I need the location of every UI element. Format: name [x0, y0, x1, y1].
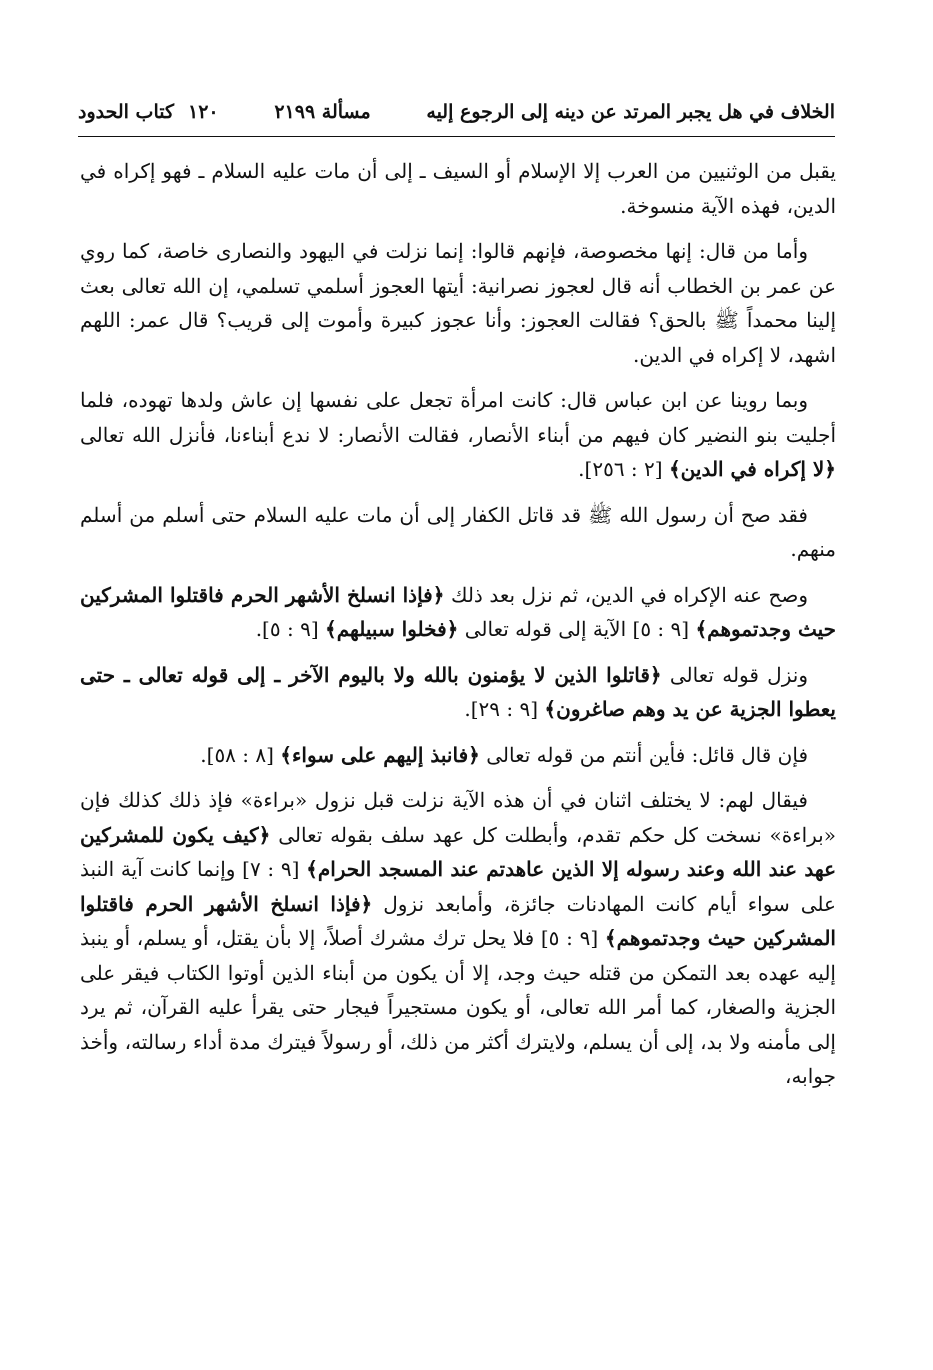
paragraph-4 — [80, 498, 836, 567]
running-header — [78, 92, 835, 132]
quran-quote: ﴿فانبذ إليهم على سواء﴾ — [280, 742, 480, 767]
verse-citation: [٨ : ٥٨]. — [200, 742, 281, 767]
verse-citation: [٩ : ٥]. — [255, 617, 325, 641]
quran-quote: ﴿فخلوا سبيلهم﴾ — [325, 617, 459, 641]
paragraph-1-text: يقبل من الوثنيين من العرب إلا الإسلام أو السيف ـ إلى أن مات عليه السلام ـ فهو إكراه في الدين، فهذه الآية منسوخة. — [80, 159, 836, 218]
quran-quote: ﴿فإذا انسلخ الأشهر الحرم فاقتلوا المشركين حيث وجدتموهم﴾ — [80, 582, 836, 641]
quran-quote: ﴿كيف يكون للمشركين عهد عند الله وعند رسوله إلا الذين عاهدتم عند المسجد الحرام﴾ — [80, 822, 836, 881]
paragraph-4-text: فقد صح أن رسول الله ﷺ قد قاتل الكفار إلى أن مات عليه السلام حتى أسلم من أسلم منهم. — [80, 502, 836, 561]
paragraph-7-text: فإن قال قائل: فأين أنتم من قوله تعالى — [479, 742, 808, 767]
paragraph-2-text: وأما من قال: إنها مخصوصة، فإنهم قالوا: إنما نزلت في اليهود والنصارى خاصة، كما روي عن عمر بن الخطاب أنه قال لعجوز نصرانية: أيتها العجوز أسلمي تسلمي، إن الله تعالى بعث إلينا محمداً ﷺ بالحق؟ فقالت العجوز: وأنا عجوز كبيرة وأموت إلى قريب؟ قال عمر: اللهم اشهد، لا إكراه في الدين. — [80, 239, 837, 367]
masala-number: مسألة ٢١٩٩ — [274, 101, 371, 123]
quran-quote: ﴿قاتلوا الذين لا يؤمنون بالله ولا باليوم الآخر ـ إلى قوله تعالى ـ حتى يعطوا الجزية عن يد وهم صاغرون﴾ — [80, 662, 836, 721]
paragraph-6-text: ونزل قوله تعالى — [661, 662, 808, 687]
book-title: كتاب الحدود — [78, 101, 175, 123]
chapter-title: الخلاف في هل يجبر المرتد عن دينه إلى الرجوع إليه — [426, 101, 835, 123]
paragraph-7 — [80, 738, 836, 773]
main-text — [80, 154, 836, 1105]
paragraph-1 — [80, 154, 836, 223]
paragraph-5 — [80, 578, 836, 647]
paragraph-3 — [80, 383, 836, 487]
header-book-info — [78, 101, 219, 123]
quran-quote: ﴿فإذا انسلخ الأشهر الحرم فاقتلوا المشركين حيث وجدتموهم﴾ — [80, 891, 836, 950]
paragraph-8-continuation: [٩ : ٥] فلا يحل ترك مشرك أصلاً، إلا بأن يقتل، أو يسلم، أو ينبذ إليه عهده بعد التمكن من قتله حيث وجد، إلا أن يكون من أبناء الذين أوتوا الكتاب فيقر على الجزية والصغار، كما أمر الله تعالى، أو يكون مستجيراً فيجار حتى يقرأ عليه القرآن، ثم يرد إلى مأمنه ولا بد، إلى أن يسلم، ولايترك أكثر من ذلك، أو رسولاً فيترك مدة أداء رسالته، وأخذ جوابه، — [80, 926, 837, 1088]
page-number: ١٢٠ — [188, 101, 219, 123]
paragraph-2 — [80, 234, 836, 372]
paragraph-8 — [80, 783, 836, 1094]
verse-citation: [٩ : ٧] وإنما كانت آية النبذ على سواء أيام كانت المهادنات جائزة، وأمابعد نزول — [80, 857, 836, 916]
verse-citation: [٢ : ٢٥٦]. — [578, 457, 669, 481]
quran-quote: ﴿لا إكراه في الدين﴾ — [668, 457, 836, 481]
header-divider — [78, 136, 835, 137]
paragraph-6 — [80, 658, 836, 727]
verse-citation: [٩ : ٥] الآية إلى قوله تعالى — [458, 617, 696, 641]
verse-citation: [٩ : ٢٩]. — [464, 697, 545, 721]
paragraph-5-text: وصح عنه الإكراه في الدين، ثم نزل بعد ذلك — [444, 582, 809, 607]
paragraph-3-text: وبما روينا عن ابن عباس قال: كانت امرأة تجعل على نفسها إن عاش ولدها تهوده، فلما أجليت بنو النضير كان فيهم من أبناء الأنصار، فقالت الأنصار: لا ندع أبناءنا، فأنزل الله تعالى — [80, 388, 836, 447]
paragraph-8-text: فيقال لهم: لا يختلف اثنان في أن هذه الآية نزلت قبل نزول «براءة» فإذ ذلك كذلك فإن «براءة» نسخت كل حكم تقدم، وأبطلت كل عهد سلف بقوله تعالى — [80, 788, 836, 847]
